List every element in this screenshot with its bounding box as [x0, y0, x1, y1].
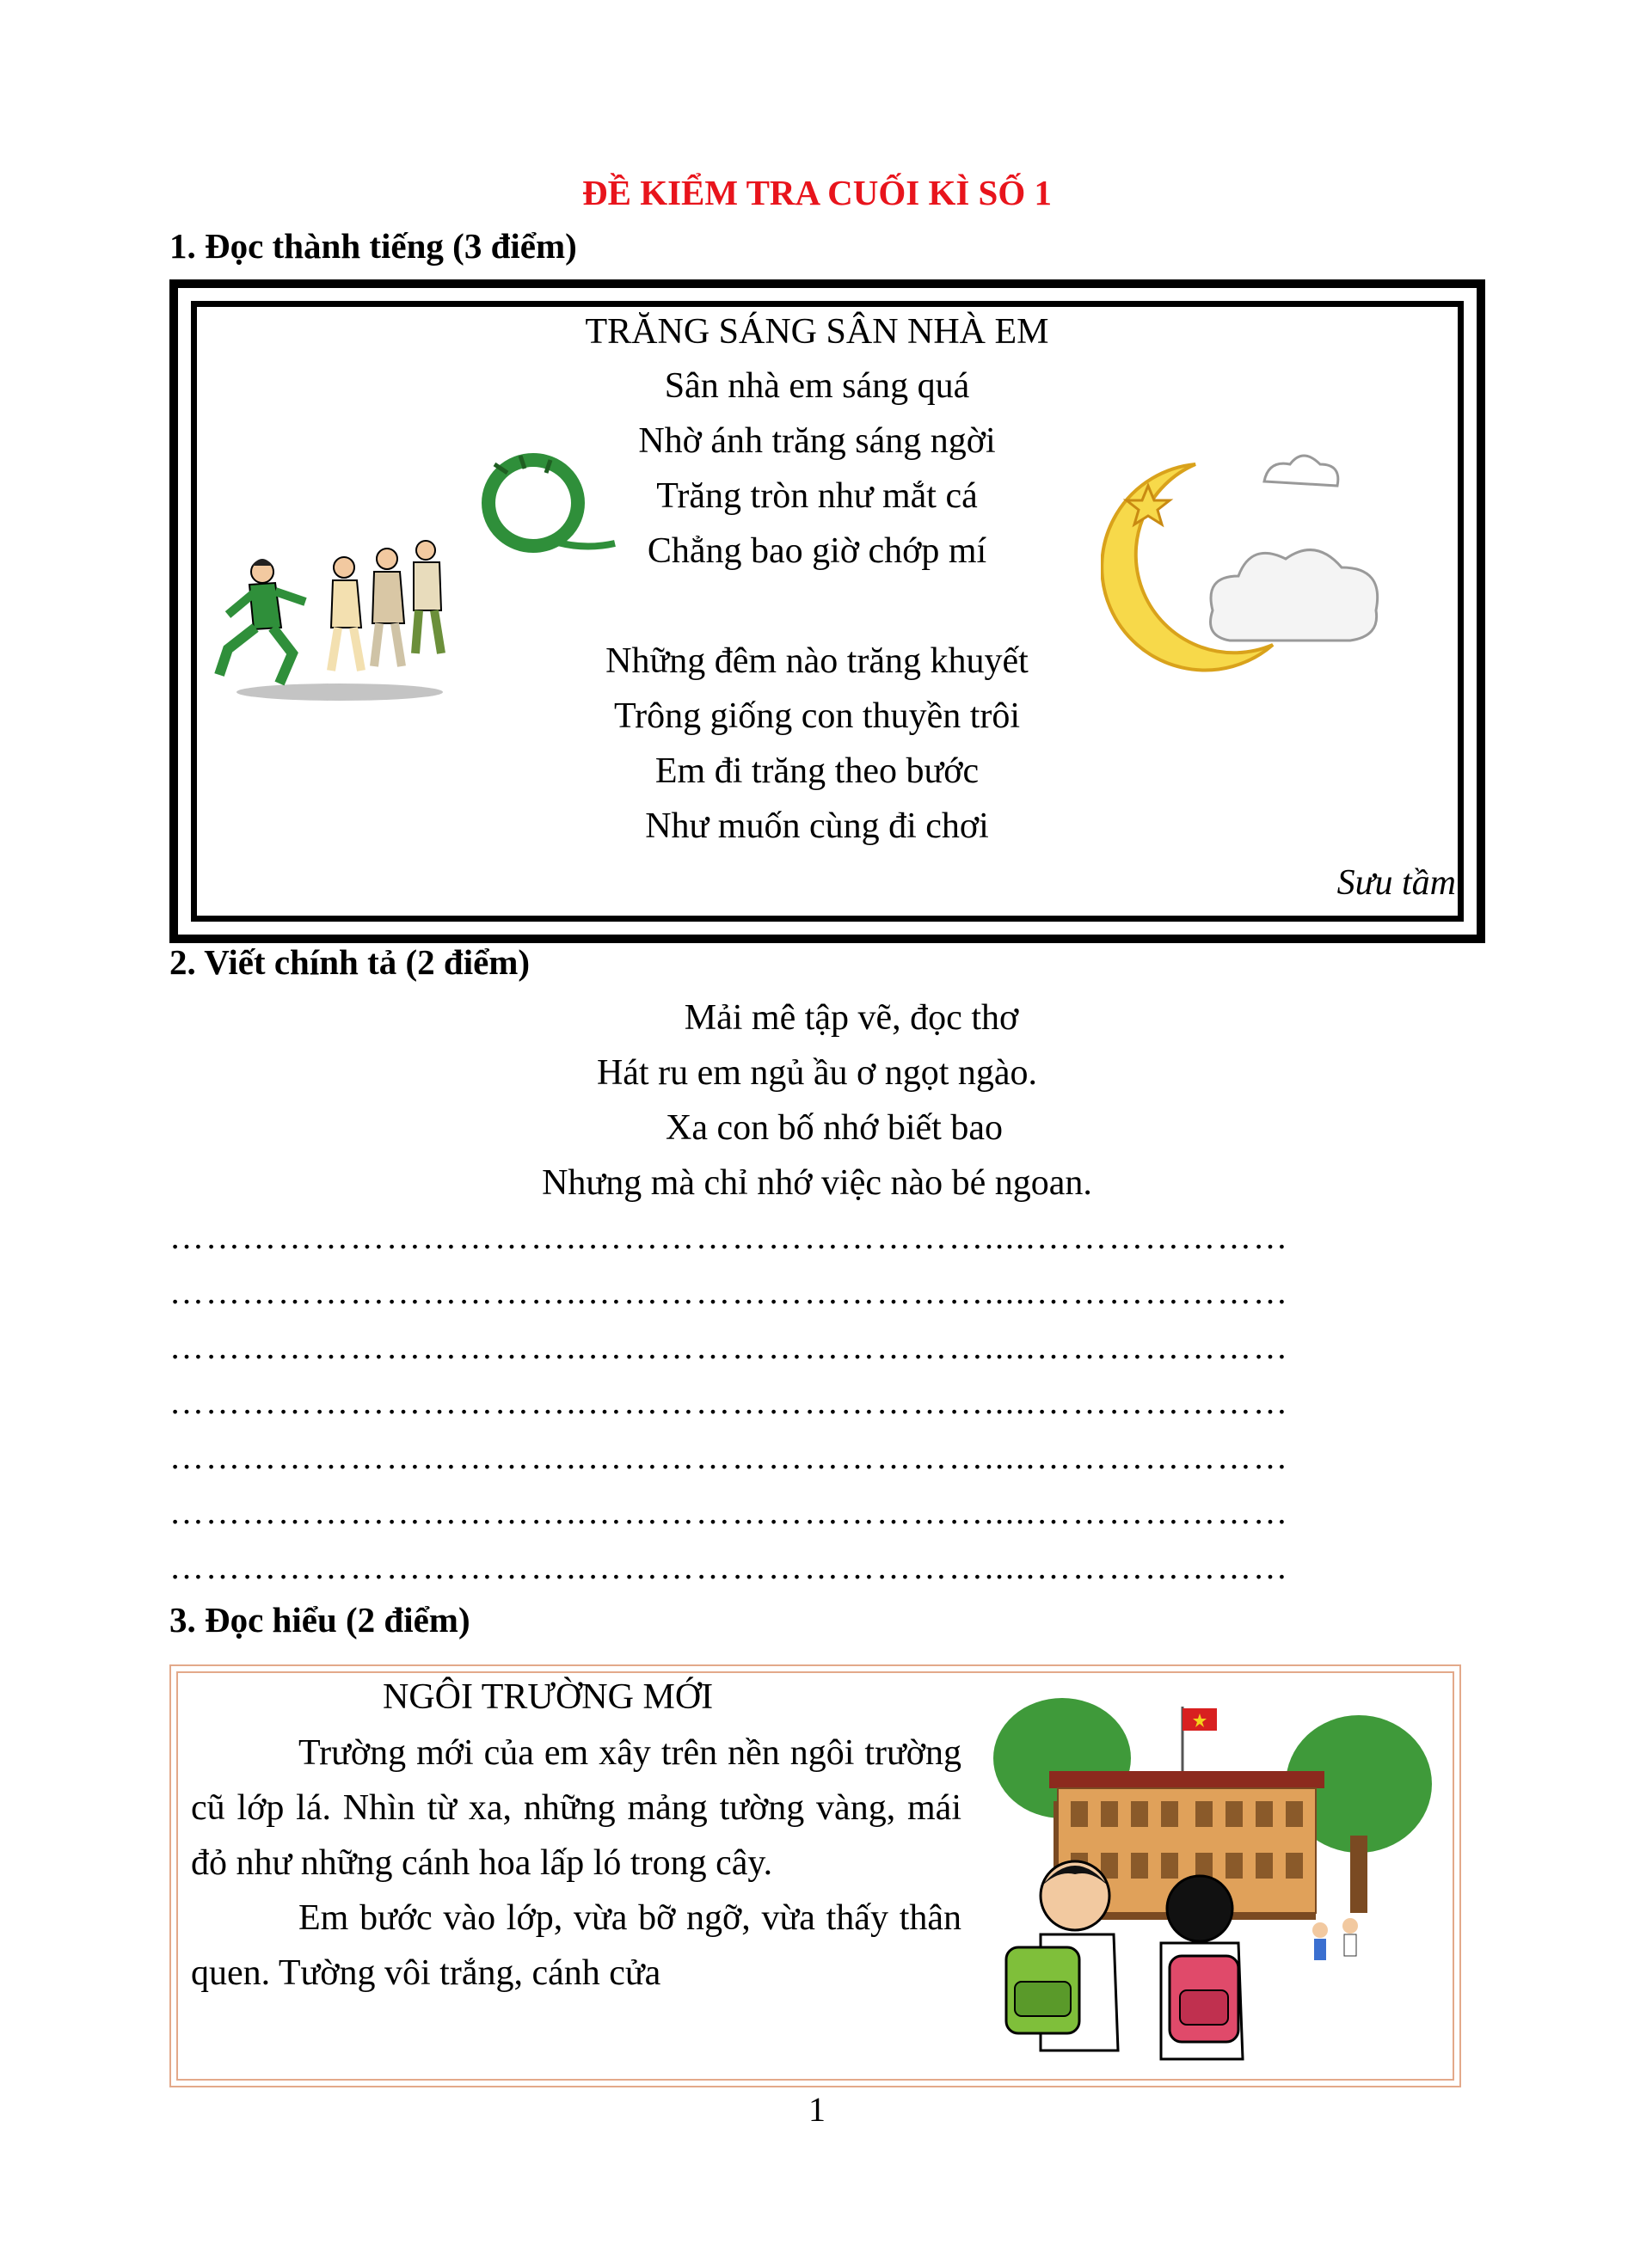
poem-line: Trăng tròn như mắt cá — [656, 476, 978, 516]
page-title: ĐỀ KIỂM TRA CUỐI KÌ SỐ 1 — [581, 173, 1052, 212]
poem-line: Như muốn cùng đi chơi — [645, 806, 989, 846]
story-text — [191, 1726, 961, 2001]
school-illustration — [989, 1689, 1436, 2068]
dictation-line: Mải mê tập vẽ, đọc thơ — [684, 998, 1019, 1038]
dictation-line: Nhưng mà chỉ nhớ việc nào bé ngoan. — [542, 1163, 1092, 1203]
poem-line: Sân nhà em sáng quá — [664, 366, 970, 406]
writing-line[interactable]: ……………………………..…………………………….....………………… — [169, 1272, 1289, 1311]
writing-line[interactable]: ……………………………..…………………………….....………………… — [169, 1493, 1289, 1531]
moon-illustration — [1101, 438, 1428, 679]
poem-line: Nhờ ánh trăng sáng ngời — [638, 421, 996, 461]
poem-line: Chẳng bao giờ chớp mí — [647, 531, 987, 571]
poem-credit: Sưu tầm — [1336, 863, 1456, 903]
poem-line: Em đi trăng theo bước — [654, 751, 980, 791]
poem-title: TRĂNG SÁNG SÂN NHÀ EM — [585, 312, 1049, 352]
poem-line: Những đêm nào trăng khuyết — [605, 641, 1029, 681]
writing-line[interactable]: ……………………………..…………………………….....………………… — [169, 1382, 1289, 1421]
page-number: 1 — [808, 2090, 826, 2129]
writing-line[interactable]: ……………………………..…………………………….....………………… — [169, 1217, 1289, 1256]
section1-heading: 1. Đọc thành tiếng (3 điểm) — [169, 226, 577, 266]
poem-line: Trông giống con thuyền trôi — [613, 696, 1021, 736]
writing-line[interactable]: ……………………………..…………………………….....………………… — [169, 1548, 1289, 1586]
children-running-illustration — [211, 533, 469, 705]
story-paragraph: Trường mới của em xây trên nền ngôi trường cũ lớp lá. Nhìn từ xa, những mảng tường vàng, mái đỏ như những cánh hoa lấp ló trong cây. — [191, 1733, 961, 1883]
green-hoop-illustration — [473, 447, 619, 567]
dictation-line: Hát ru em ngủ ầu ơ ngọt ngào. — [596, 1053, 1038, 1093]
dictation-line: Xa con bố nhớ biết bao — [666, 1108, 1003, 1148]
section3-heading: 3. Đọc hiểu (2 điểm) — [169, 1600, 470, 1640]
story-paragraph: Em bước vào lớp, vừa bỡ ngỡ, vừa thấy thân quen. Tường vôi trắng, cánh cửa — [191, 1898, 961, 1993]
writing-line[interactable]: ……………………………..…………………………….....………………… — [169, 1327, 1289, 1366]
story-title: NGÔI TRƯỜNG MỚI — [383, 1677, 714, 1717]
section2-heading: 2. Viết chính tả (2 điểm) — [169, 942, 531, 982]
writing-line[interactable]: ……………………………..…………………………….....………………… — [169, 1437, 1289, 1476]
